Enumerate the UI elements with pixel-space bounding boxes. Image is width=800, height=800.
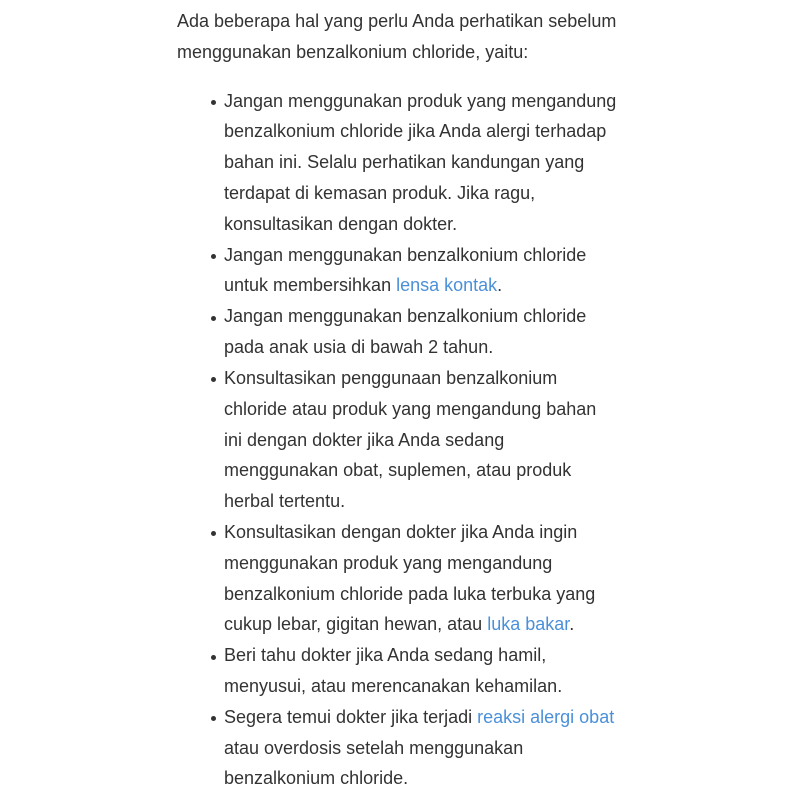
item-line: bahan ini. Selalu perhatikan kandungan yang [224,152,585,173]
item-line-punctuation: . [569,614,575,635]
item-line-punctuation: . [497,275,503,296]
list-item [224,517,616,640]
item-line-text: Segera temui dokter jika terjadi [224,706,478,727]
bullet-icon [211,531,216,536]
item-line-text: cukup lebar, gigitan hewan, atau [224,614,488,635]
list-item [224,363,616,517]
item-line: Jangan menggunakan benzalkonium chloride [224,244,587,265]
list-item [224,240,616,302]
item-line: atau overdosis setelah menggunakan [224,737,524,758]
item-line: benzalkonium chloride jika Anda alergi terhadap [224,121,607,142]
item-line [224,609,616,640]
bullet-icon [211,716,216,721]
item-line: pada anak usia di bawah 2 tahun. [224,337,494,358]
precautions-list [224,86,616,795]
item-line: Jangan menggunakan benzalkonium chloride [224,306,587,327]
item-line: Beri tahu dokter jika Anda sedang hamil, [224,645,547,666]
item-line: Konsultasikan dengan dokter jika Anda ingin [224,521,578,542]
item-line: Jangan menggunakan produk yang mengandung [224,90,617,111]
bullet-icon [211,377,216,382]
intro-line: Ada beberapa hal yang perlu Anda perhatikan sebelum [177,11,617,31]
link-reaksi-alergi-obat[interactable]: reaksi alergi obat [477,706,615,727]
list-item [224,86,616,240]
link-luka-bakar[interactable]: luka bakar [487,614,570,635]
bullet-icon [211,254,216,259]
list-item [224,640,616,702]
bullet-icon [211,655,216,660]
list-item [224,702,616,794]
intro-line: menggunakan benzalkonium chloride, yaitu: [177,42,529,62]
bullet-icon [211,100,216,105]
item-line: Konsultasikan penggunaan benzalkonium [224,367,558,388]
item-line [224,702,616,733]
item-line: konsultasikan dengan dokter. [224,213,458,234]
link-lensa-kontak[interactable]: lensa kontak [396,275,498,296]
item-line [224,270,616,301]
intro-paragraph [177,6,616,68]
item-line-text: untuk membersihkan [224,275,397,296]
item-line: menggunakan produk yang mengandung [224,552,553,573]
item-line: benzalkonium chloride. [224,768,409,789]
item-line: herbal tertentu. [224,491,346,512]
bullet-icon [211,316,216,321]
item-line: ini dengan dokter jika Anda sedang [224,429,505,450]
item-line: chloride atau produk yang mengandung bahan [224,398,597,419]
item-line: benzalkonium chloride pada luka terbuka yang [224,583,596,604]
item-line: menyusui, atau merencanakan kehamilan. [224,676,563,697]
item-line: terdapat di kemasan produk. Jika ragu, [224,183,536,204]
list-item [224,301,616,363]
item-line: menggunakan obat, suplemen, atau produk [224,460,572,481]
